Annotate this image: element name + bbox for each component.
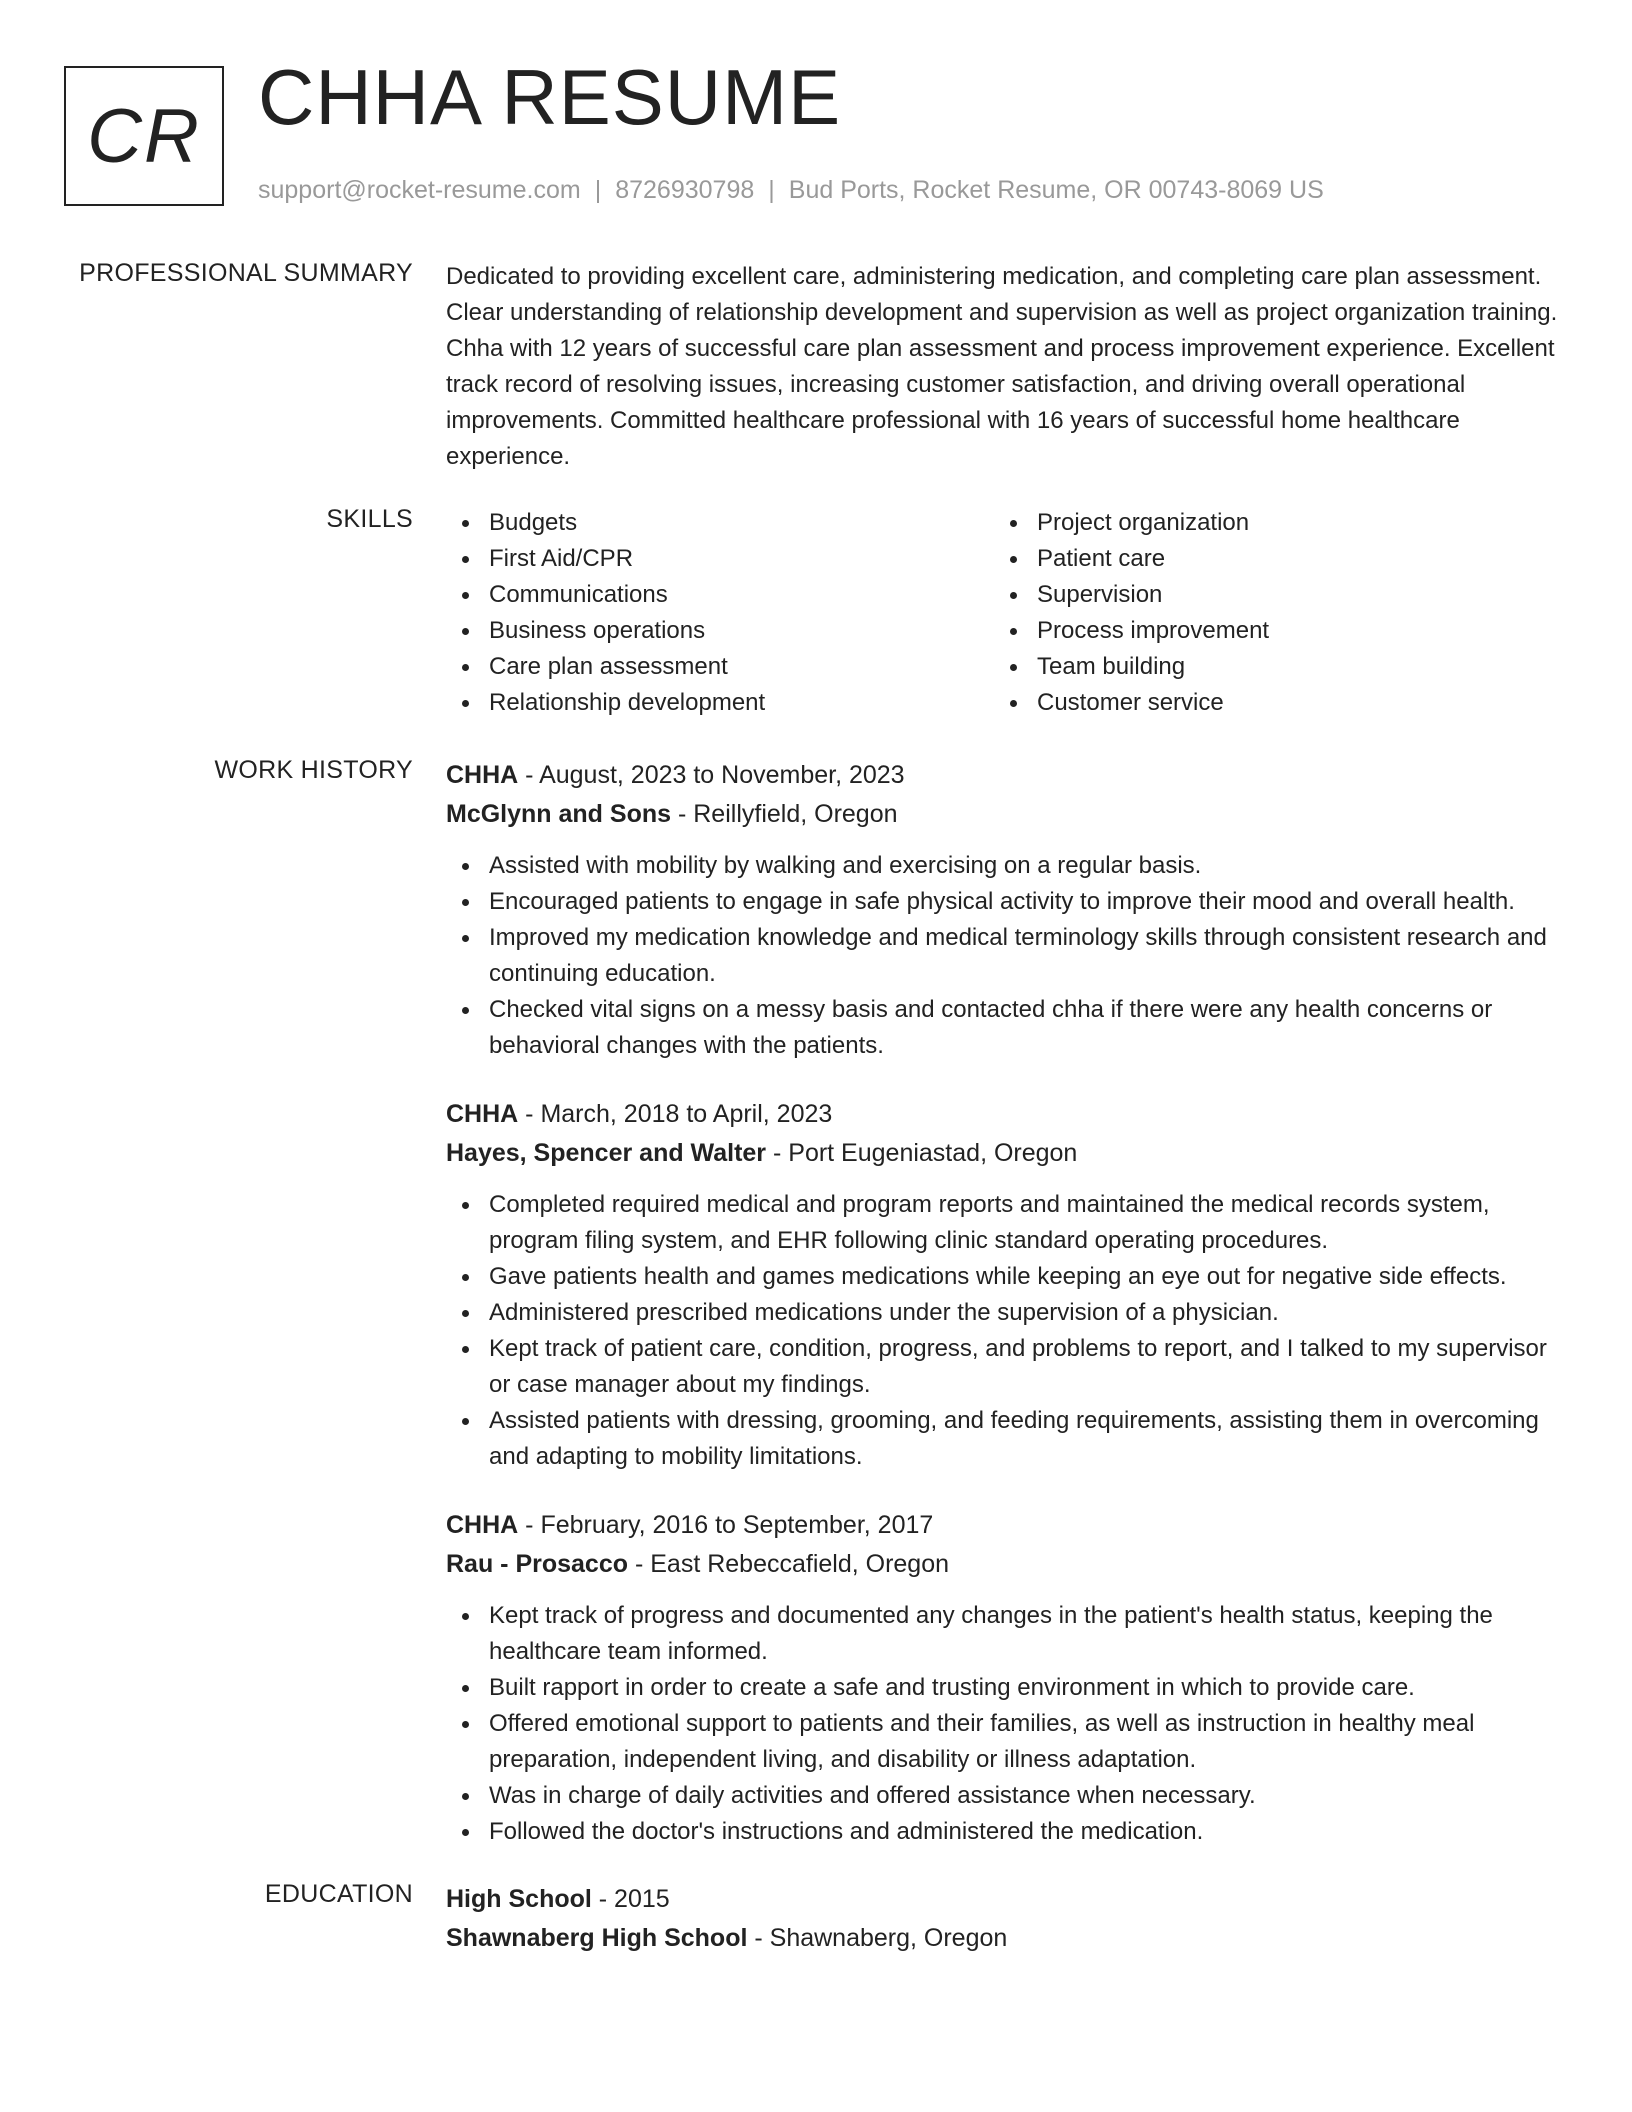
job-dates: February, 2016 to September, 2017 — [540, 1511, 934, 1539]
job-duty: Checked vital signs on a messy basis and contacted chha if there were any health concerns or behavioral changes with the patients. — [489, 992, 1558, 1064]
monogram-logo: CR — [64, 66, 224, 206]
job-title: CHHA — [446, 1100, 519, 1128]
job-duty: Gave patients health and games medications while keeping an eye out for negative side effects. — [489, 1259, 1558, 1295]
skills-column-left — [446, 505, 994, 721]
job-duty: Followed the doctor's instructions and administered the medication. — [489, 1814, 1558, 1850]
job-duty: Encouraged patients to engage in safe physical activity to improve their mood and overall health. — [489, 884, 1558, 920]
job-duty: Was in charge of daily activities and offered assistance when necessary. — [489, 1778, 1558, 1814]
skill-item: Supervision — [1037, 577, 1542, 613]
summary-text: Dedicated to providing excellent care, administering medication, and completing care plan assessment. Clear understanding of relationship development and supervision as well as project organization training. Chha with 12 years of successful care plan assessment and process improvement experience. Excellent track record of resolving issues, increasing customer satisfaction, and driving overall operational improvements. Committed healthcare professional with 16 years of successful home healthcare experience. — [446, 263, 1558, 470]
job-dates: March, 2018 to April, 2023 — [540, 1100, 833, 1128]
job-duties — [446, 1187, 1558, 1475]
skills-body — [446, 505, 1558, 721]
contact-email: support@rocket-resume.com — [258, 176, 581, 204]
job-duty: Completed required medical and program reports and maintained the medical records system, program filing system, and EHR following clinic standard operating procedures. — [489, 1187, 1558, 1259]
job-company: Hayes, Spencer and Walter — [446, 1139, 767, 1167]
job-title-line: CHHA - February, 2016 to September, 2017 — [446, 1511, 934, 1539]
skill-item: Patient care — [1037, 541, 1542, 577]
contact-line — [258, 176, 1324, 205]
skill-item: Relationship development — [489, 685, 994, 721]
skill-item: Team building — [1037, 649, 1542, 685]
section-label-skills: SKILLS — [326, 505, 413, 533]
job-location: Reillyfield, Oregon — [693, 800, 898, 828]
job-company-line: McGlynn and Sons - Reillyfield, Oregon — [446, 800, 898, 828]
education-location: Shawnaberg, Oregon — [769, 1924, 1008, 1952]
skill-item: First Aid/CPR — [489, 541, 994, 577]
job-duty: Assisted with mobility by walking and exercising on a regular basis. — [489, 848, 1558, 884]
section-label-summary: PROFESSIONAL SUMMARY — [79, 259, 413, 287]
job-entry — [446, 756, 1558, 1064]
skill-item: Project organization — [1037, 505, 1542, 541]
job-duty: Kept track of progress and documented any changes in the patient's health status, keeping the healthcare team informed. — [489, 1598, 1558, 1670]
job-title: CHHA — [446, 1511, 519, 1539]
skill-item: Process improvement — [1037, 613, 1542, 649]
job-title-line: CHHA - August, 2023 to November, 2023 — [446, 761, 905, 789]
education-year: 2015 — [614, 1885, 670, 1913]
job-title-line: CHHA - March, 2018 to April, 2023 — [446, 1100, 833, 1128]
contact-phone: 8726930798 — [615, 176, 755, 204]
contact-separator: | — [768, 176, 775, 204]
job-location: Port Eugeniastad, Oregon — [788, 1139, 1078, 1167]
job-duty: Administered prescribed medications under the supervision of a physician. — [489, 1295, 1558, 1331]
job-company: Rau - Prosacco — [446, 1550, 629, 1578]
contact-separator: | — [594, 176, 602, 204]
section-label-education: EDUCATION — [264, 1880, 413, 1908]
section-label-work-history: WORK HISTORY — [214, 756, 413, 784]
education-body — [446, 1880, 1558, 1972]
education-degree: High School — [446, 1885, 592, 1913]
education-degree-line: High School - 2015 — [446, 1885, 670, 1913]
education-school-line: Shawnaberg High School - Shawnaberg, Oregon — [446, 1924, 1008, 1952]
job-dates: August, 2023 to November, 2023 — [539, 761, 905, 789]
job-entry — [446, 1506, 1558, 1850]
job-company-line: Rau - Prosacco - East Rebeccafield, Oregon — [446, 1550, 950, 1578]
job-duty: Improved my medication knowledge and medical terminology skills through consistent research and continuing education. — [489, 920, 1558, 992]
job-location: East Rebeccafield, Oregon — [650, 1550, 950, 1578]
skill-item: Care plan assessment — [489, 649, 994, 685]
contact-address: Bud Ports, Rocket Resume, OR 00743-8069 US — [788, 176, 1324, 204]
skill-item: Budgets — [489, 505, 994, 541]
job-company-line: Hayes, Spencer and Walter - Port Eugeniastad, Oregon — [446, 1139, 1078, 1167]
job-title: CHHA — [446, 761, 519, 789]
education-school: Shawnaberg High School — [446, 1924, 748, 1952]
job-entry — [446, 1095, 1558, 1475]
skill-item: Business operations — [489, 613, 994, 649]
job-duty: Assisted patients with dressing, grooming, and feeding requirements, assisting them in overcoming and adapting to mobility limitations. — [489, 1403, 1558, 1475]
job-duties — [446, 848, 1558, 1064]
summary-body — [446, 259, 1558, 475]
job-duty: Offered emotional support to patients and their families, as well as instruction in healthy meal preparation, independent living, and disability or illness adaptation. — [489, 1706, 1558, 1778]
resume-title: CHHA RESUME — [258, 53, 842, 141]
skill-item: Customer service — [1037, 685, 1542, 721]
job-duties — [446, 1598, 1558, 1850]
job-company: McGlynn and Sons — [446, 800, 672, 828]
job-duty: Kept track of patient care, condition, progress, and problems to report, and I talked to my supervisor or case manager about my findings. — [489, 1331, 1558, 1403]
skills-column-right — [994, 505, 1542, 721]
job-duty: Built rapport in order to create a safe and trusting environment in which to provide care. — [489, 1670, 1558, 1706]
skill-item: Communications — [489, 577, 994, 613]
